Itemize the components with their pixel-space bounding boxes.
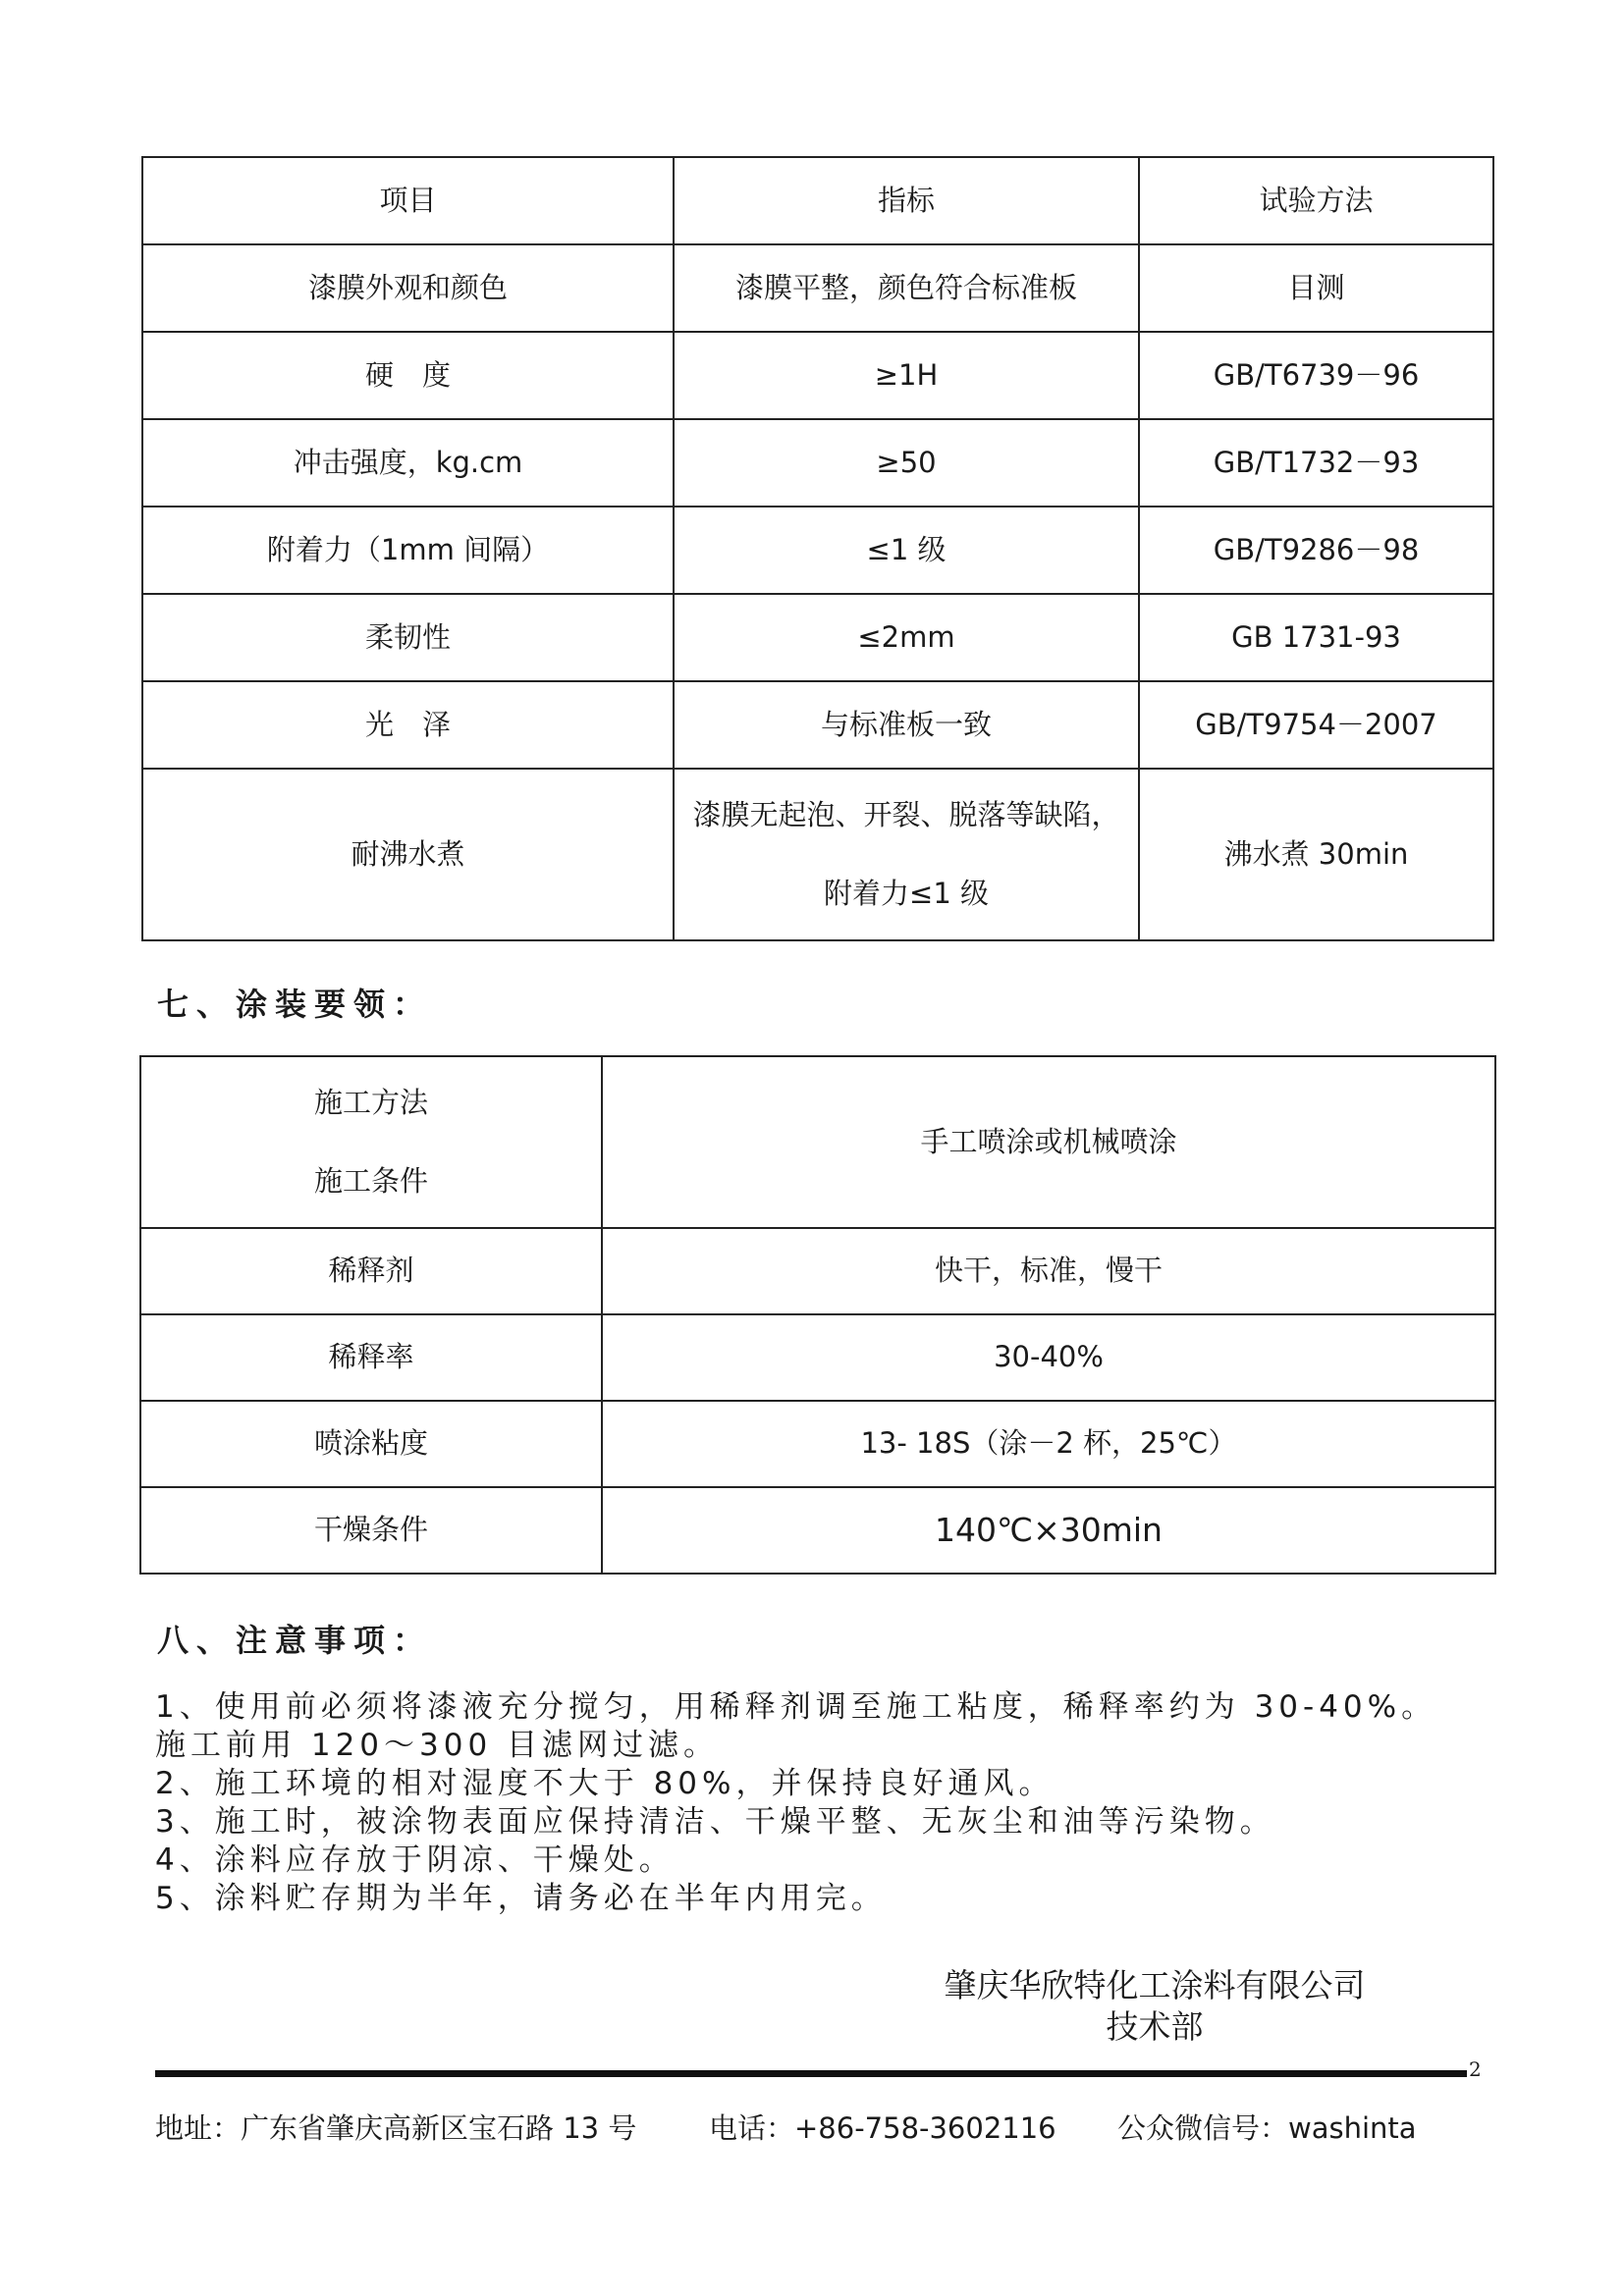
cell-item: 冲击强度，kg.cm (142, 419, 674, 507)
cell-value: 13- 18S（涂－2 杯，25℃） (602, 1401, 1495, 1487)
cell-method: GB/T6739－96 (1139, 332, 1493, 419)
table-row (142, 332, 1493, 419)
footer-wechat: 公众微信号：washinta (1117, 2111, 1417, 2145)
cell-index (674, 769, 1139, 940)
cell-label: 稀释剂 (140, 1228, 602, 1314)
table-row (140, 1487, 1495, 1574)
cell-value: 快干，标准，慢干 (602, 1228, 1495, 1314)
cell-label-line2: 施工条件 (313, 1163, 428, 1198)
notes-list (155, 1688, 1510, 1918)
section-heading-7: 七、涂装要领： (157, 986, 433, 1023)
coating-table (139, 1055, 1496, 1575)
list-item: 5、涂料贮存期为半年，请务必在半年内用完。 (155, 1881, 887, 1916)
header-index: 指标 (674, 157, 1139, 244)
cell-label-line1: 施工方法 (313, 1085, 428, 1119)
table-header-row (142, 157, 1493, 244)
spec-table (141, 156, 1494, 941)
cell-method: GB/T9286－98 (1139, 507, 1493, 594)
table-row (142, 594, 1493, 681)
cell-index: 漆膜平整，颜色符合标准板 (674, 244, 1139, 332)
table-row (140, 1401, 1495, 1487)
cell-item: 光 泽 (142, 681, 674, 769)
cell-label (140, 1056, 602, 1228)
cell-label: 喷涂粘度 (140, 1401, 602, 1487)
table-row (142, 507, 1493, 594)
header-item: 项目 (142, 157, 674, 244)
table-row (142, 769, 1493, 940)
cell-index: ≥1H (674, 332, 1139, 419)
cell-item: 柔韧性 (142, 594, 674, 681)
table-row (140, 1314, 1495, 1401)
header-method: 试验方法 (1139, 157, 1493, 244)
cell-item: 漆膜外观和颜色 (142, 244, 674, 332)
cell-item: 硬 度 (142, 332, 674, 419)
table-row (140, 1056, 1495, 1228)
list-item: 1、使用前必须将漆液充分搅匀，用稀释剂调至施工粘度，稀释率约为 30-40%。 (155, 1689, 1437, 1725)
cell-value: 手工喷涂或机械喷涂 (602, 1056, 1495, 1228)
table-row (142, 244, 1493, 332)
cell-item: 耐沸水煮 (142, 769, 674, 940)
page-number: 2 (1469, 2057, 1482, 2081)
cell-value: 140℃×30min (602, 1487, 1495, 1574)
cell-index-line2: 附着力≤1 级 (824, 876, 989, 910)
cell-index: ≤1 级 (674, 507, 1139, 594)
list-item: 施工前用 120～300 目滤网过滤。 (155, 1728, 720, 1763)
section-heading-8: 八、注意事项： (157, 1622, 433, 1659)
list-item: 2、施工环境的相对湿度不大于 80%，并保持良好通风。 (155, 1766, 1055, 1801)
cell-method: 目测 (1139, 244, 1493, 332)
cell-method: GB 1731-93 (1139, 594, 1493, 681)
footer-phone: 电话：+86-758-3602116 (709, 2111, 1056, 2145)
cell-method: 沸水煮 30min (1139, 769, 1493, 940)
cell-method: GB/T1732－93 (1139, 419, 1493, 507)
table-row (142, 419, 1493, 507)
cell-index: ≤2mm (674, 594, 1139, 681)
list-item: 3、施工时，被涂物表面应保持清洁、干燥平整、无灰尘和油等污染物。 (155, 1804, 1275, 1840)
footer-divider (155, 2070, 1467, 2077)
cell-method: GB/T9754－2007 (1139, 681, 1493, 769)
table-row (140, 1228, 1495, 1314)
cell-index: ≥50 (674, 419, 1139, 507)
cell-index: 与标准板一致 (674, 681, 1139, 769)
list-item: 4、涂料应存放于阴凉、干燥处。 (155, 1842, 675, 1878)
table-row (142, 681, 1493, 769)
cell-value: 30-40% (602, 1314, 1495, 1401)
footer-address: 地址：广东省肇庆高新区宝石路 13 号 (155, 2111, 637, 2145)
cell-label: 干燥条件 (140, 1487, 602, 1574)
cell-label: 稀释率 (140, 1314, 602, 1401)
department-name: 技术部 (1106, 2007, 1204, 2046)
company-name: 肇庆华欣特化工涂料有限公司 (944, 1966, 1366, 2004)
cell-item: 附着力（1mm 间隔） (142, 507, 674, 594)
cell-index-line1: 漆膜无起泡、开裂、脱落等缺陷， (692, 797, 1120, 831)
